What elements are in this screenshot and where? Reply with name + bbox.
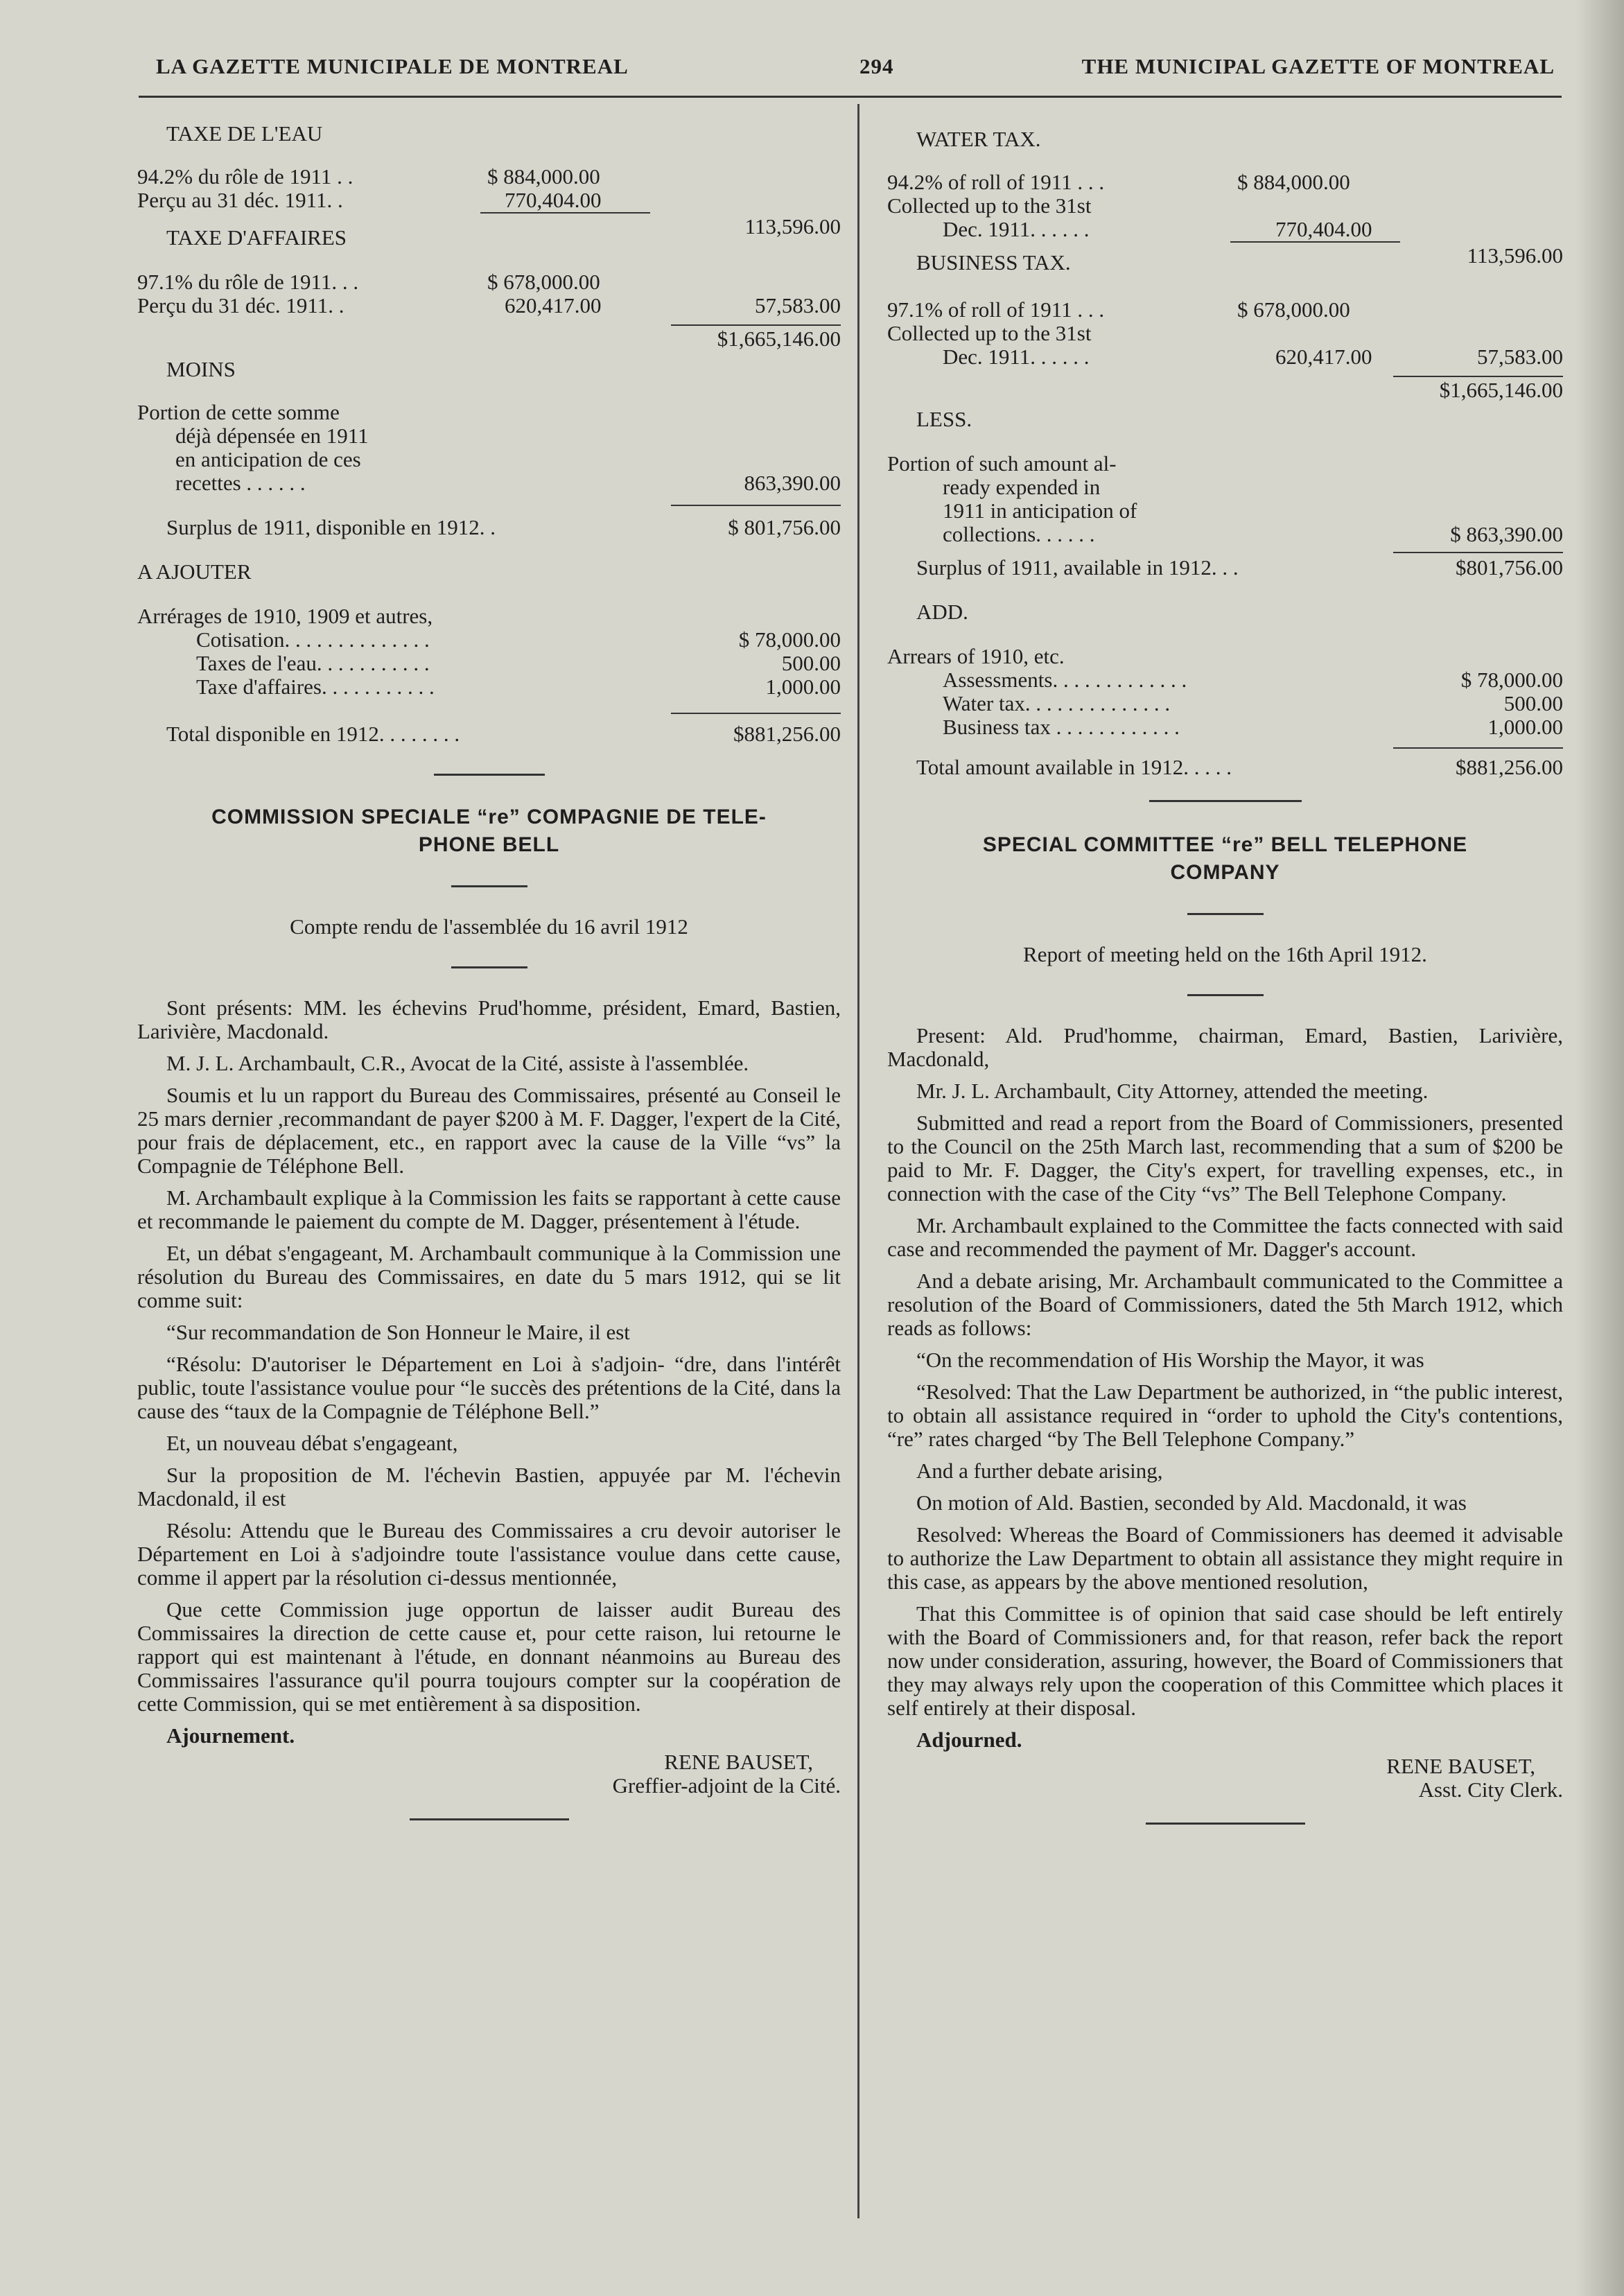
fr-portion-line4: recettes . . . . . .: [175, 471, 306, 495]
page-header: [156, 54, 1555, 89]
fr-water-row1-amount: $ 884,000.00: [487, 164, 600, 189]
en-add-heading: ADD.: [916, 600, 968, 624]
en-watertax-amount: 500.00: [1503, 691, 1563, 715]
fr-para-resolved: Résolu: Attendu que le Bureau des Commissaires a cru devoir autoriser le Département en Loi à s'adjoindre toute l'assistance voulue dans cette cause, comme il appert par la résolution ci-dessus mentionnée,: [137, 1518, 841, 1590]
en-surplus-amount: $801,756.00: [1456, 555, 1563, 580]
fr-business-row1-amount: $ 678,000.00: [487, 270, 600, 294]
en-water-row1-label: 94.2% of roll of 1911 . . .: [887, 170, 1105, 194]
column-divider: [857, 104, 859, 2218]
en-business-row1-amount: $ 678,000.00: [1237, 297, 1350, 322]
en-para-resolved: Resolved: Whereas the Board of Commissioners has deemed it advisable to authorize the Law Department to obtain all assistance they might require in this case, as appears by the above mentioned resolution,: [887, 1522, 1563, 1594]
en-avail-label: Total amount available in 1912. . . . .: [916, 755, 1232, 779]
fr-para-motion: Sur la proposition de M. l'échevin Bastien, appuyée par M. l'échevin Macdonald, il est: [137, 1463, 841, 1511]
fr-surplus-label: Surplus de 1911, disponible en 1912. .: [166, 515, 496, 539]
en-water-row3-label: Dec. 1911. . . . . .: [943, 217, 1090, 241]
en-water-heading: WATER TAX.: [916, 127, 1041, 151]
fr-signature-name: RENE BAUSET,: [664, 1750, 813, 1774]
fr-water-row1-label: 94.2% du rôle de 1911 . .: [137, 164, 353, 189]
en-portion-line3: 1911 in anticipation of: [943, 498, 1137, 523]
page-number: 294: [859, 54, 894, 78]
fr-water-row2-label: Perçu au 31 déc. 1911. .: [137, 188, 343, 212]
header-rule: [139, 96, 1562, 98]
en-signature-title: Asst. City Clerk.: [1418, 1777, 1563, 1802]
en-business-row3-label: Dec. 1911. . . . . .: [943, 345, 1090, 369]
en-business-row3-amount: 620,417.00: [1275, 345, 1372, 369]
fr-portion-line1: Portion de cette somme: [137, 400, 340, 424]
header-french-title: LA GAZETTE MUNICIPALE DE MONTREAL: [156, 54, 629, 78]
en-biztax-label: Business tax . . . . . . . . . . . .: [943, 715, 1180, 739]
fr-avail-amount: $881,256.00: [733, 722, 841, 746]
en-water-row3-amount: 770,404.00: [1275, 217, 1372, 241]
fr-para-recommendation: “Sur recommandation de Son Honneur le Maire, il est: [166, 1320, 630, 1344]
fr-assess-label: Cotisation. . . . . . . . . . . . . .: [196, 627, 430, 652]
en-para-new-debate: And a further debate arising,: [916, 1459, 1163, 1483]
fr-portion-line2: déjà dépensée en 1911: [175, 424, 369, 448]
fr-para-report: Soumis et lu un rapport du Bureau des Commissaires, présenté au Conseil le 25 mars dernier ,recommandant de payer $200 à M. F. Dagger, l'expert de la Cité, pour frais de déplacement, etc., en rapport avec la cause de la Ville “vs” la Compagnie de Téléphone Bell.: [137, 1083, 841, 1178]
en-title-line2: COMPANY: [1170, 861, 1280, 884]
en-water-total: 113,596.00: [1467, 243, 1563, 268]
en-business-heading: BUSINESS TAX.: [916, 250, 1071, 275]
fr-para-resolved-quote: “Résolu: D'autoriser le Département en Loi à s'adjoin- “dre, dans l'intérêt public, toute l'assistance voulue pour “le succès des prétentions de la Cité, dans la cause des “taux de la Compagnie de Téléphone Bell.”: [137, 1352, 841, 1423]
en-para-resolved-quote: “Resolved: That the Law Department be authorized, in “the public interest, to obtain all assistance required in “order to uphold the City's contentions, “re” rates charged “by The Bell Telephone Company.”: [887, 1380, 1563, 1451]
fr-water-total: 113,596.00: [744, 214, 841, 238]
fr-watertax-amount: 500.00: [781, 651, 841, 675]
en-arrears-label: Arrears of 1910, etc.: [887, 644, 1065, 668]
fr-meeting-date: Compte rendu de l'assemblée du 16 avril 1912: [290, 914, 688, 939]
en-meeting-date: Report of meeting held on the 16th April 1912.: [1023, 942, 1427, 966]
en-para-explain: Mr. Archambault explained to the Committee the facts connected with said case and recommended the payment of Mr. Dagger's account.: [887, 1213, 1563, 1261]
en-end-rule: [1146, 1823, 1305, 1825]
fr-portion-line3: en anticipation de ces: [175, 447, 361, 471]
fr-business-heading: TAXE D'AFFAIRES: [166, 225, 347, 250]
en-assess-amount: $ 78,000.00: [1460, 668, 1563, 692]
fr-assess-amount: $ 78,000.00: [738, 627, 841, 652]
fr-business-row2-amount: 620,417.00: [505, 293, 602, 318]
en-para-attorney: Mr. J. L. Archambault, City Attorney, attended the meeting.: [916, 1079, 1429, 1103]
en-adjourned: Adjourned.: [916, 1728, 1022, 1752]
en-para-recommendation: “On the recommendation of His Worship the Mayor, it was: [916, 1348, 1424, 1372]
page-edge-shadow: [1575, 0, 1624, 2296]
fr-avail-label: Total disponible en 1912. . . . . . . .: [166, 722, 460, 746]
en-para-debate: And a debate arising, Mr. Archambault communicated to the Committee a resolution of the Board of Commissioners, dated the 5th March 1912, which reads as follows:: [887, 1269, 1563, 1340]
fr-title-line2: PHONE BELL: [418, 833, 560, 856]
fr-para-new-debate: Et, un nouveau débat s'engageant,: [166, 1431, 458, 1455]
en-business-row1-label: 97.1% of roll of 1911 . . .: [887, 297, 1105, 322]
en-minutes: [887, 1024, 1563, 1752]
fr-para-debate: Et, un débat s'engageant, M. Archambault communique à la Commission une résolution du Bureau des Commissaires, en date du 5 mars 1912, qui se lit comme suit:: [137, 1241, 841, 1312]
en-finance-section: [887, 128, 1563, 779]
en-portion-amount: $ 863,390.00: [1450, 522, 1563, 546]
en-portion-line2: ready expended in: [943, 475, 1101, 499]
header-english-title: THE MUNICIPAL GAZETTE OF MONTREAL: [1081, 54, 1555, 78]
french-column: [137, 118, 841, 1820]
en-signature-name: RENE BAUSET,: [1386, 1754, 1535, 1778]
en-para-present: Present: Ald. Prud'homme, chairman, Emard, Bastien, Larivière, Macdonald,: [887, 1023, 1563, 1071]
fr-water-heading: TAXE DE L'EAU: [166, 121, 323, 146]
en-committee-title: [887, 831, 1563, 887]
en-water-row1-amount: $ 884,000.00: [1237, 170, 1350, 194]
fr-business-row1-label: 97.1% du rôle de 1911. . .: [137, 270, 359, 294]
fr-business-row2-label: Perçu du 31 déc. 1911. .: [137, 293, 344, 318]
en-para-report: Submitted and read a report from the Board of Commissioners, presented to the Council on the 25th March last, recommending that a sum of $200 be paid to Mr. F. Dagger, the City's expert, for travelling expenses, etc., in connection with the case of the City “vs” The Bell Telephone Company.: [887, 1111, 1563, 1206]
fr-less-heading: MOINS: [166, 357, 236, 381]
fr-watertax-label: Taxes de l'eau. . . . . . . . . . .: [196, 651, 430, 675]
en-surplus-label: Surplus of 1911, available in 1912. . .: [916, 555, 1239, 580]
fr-minutes: [137, 996, 841, 1748]
en-watertax-label: Water tax. . . . . . . . . . . . . .: [943, 691, 1171, 715]
en-biztax-amount: 1,000.00: [1487, 715, 1563, 739]
fr-biztax-label: Taxe d'affaires. . . . . . . . . . .: [196, 675, 435, 699]
en-business-total: 57,583.00: [1477, 345, 1563, 369]
en-portion-line1: Portion of such amount al-: [887, 451, 1117, 476]
fr-para-decision: Que cette Commission juge opportun de laisser audit Bureau des Commissaires la direction de cette cause et, pour cette raison, lui retourne le rapport qui est maintenant à l'étude, en donnant néanmoins au Bureau des Commissaires l'assurance qu'il pourra toujours compter sur la coopération de cette Commission, qui se met entièrement à sa disposition.: [137, 1597, 841, 1716]
fr-finance-section: [137, 122, 841, 746]
en-assess-label: Assessments. . . . . . . . . . . . .: [943, 668, 1187, 692]
fr-portion-amount: 863,390.00: [744, 471, 841, 495]
fr-para-present: Sont présents: MM. les échevins Prud'homme, président, Emard, Bastien, Larivière, Macdonald.: [137, 995, 841, 1043]
fr-add-heading: A AJOUTER: [137, 559, 252, 584]
en-business-row2-label: Collected up to the 31st: [887, 321, 1092, 345]
fr-para-explain: M. Archambault explique à la Commission les faits se rapportant à cette cause et recommande le paiement du compte de M. Dagger, présentement à l'étude.: [137, 1185, 841, 1233]
en-portion-line4: collections. . . . . .: [943, 522, 1095, 546]
fr-surplus-amount: $ 801,756.00: [728, 515, 841, 539]
en-avail-amount: $881,256.00: [1456, 755, 1563, 779]
fr-grand-total: $1,665,146.00: [717, 327, 841, 351]
fr-adjourned: Ajournement.: [166, 1723, 295, 1748]
fr-title-line1: COMMISSION SPECIALE “re” COMPAGNIE DE TELE-: [211, 806, 767, 828]
english-column: [887, 118, 1563, 1825]
en-water-row2-label: Collected up to the 31st: [887, 193, 1092, 218]
fr-committee-title: [137, 803, 841, 859]
fr-biztax-amount: 1,000.00: [765, 675, 841, 699]
fr-arrears-label: Arrérages de 1910, 1909 et autres,: [137, 604, 433, 628]
en-less-heading: LESS.: [916, 407, 972, 431]
fr-end-rule: [410, 1818, 569, 1820]
en-grand-total: $1,665,146.00: [1439, 378, 1563, 402]
en-para-decision: That this Committee is of opinion that said case should be left entirely with the Board of Commissioners and, for that reason, refer back the report now under consideration, assuring, however, the Board of Commissioners that they may always rely upon the cooperation of this Committee which places it self entirely at their disposal.: [887, 1601, 1563, 1720]
fr-water-row2-amount: 770,404.00: [505, 188, 602, 212]
en-para-motion: On motion of Ald. Bastien, seconded by Ald. Macdonald, it was: [916, 1490, 1467, 1515]
fr-para-attorney: M. J. L. Archambault, C.R., Avocat de la Cité, assiste à l'assemblée.: [166, 1051, 749, 1075]
fr-business-total: 57,583.00: [755, 293, 841, 318]
en-title-line1: SPECIAL COMMITTEE “re” BELL TELEPHONE: [982, 833, 1468, 856]
fr-signature-title: Greffier-adjoint de la Cité.: [612, 1773, 841, 1798]
